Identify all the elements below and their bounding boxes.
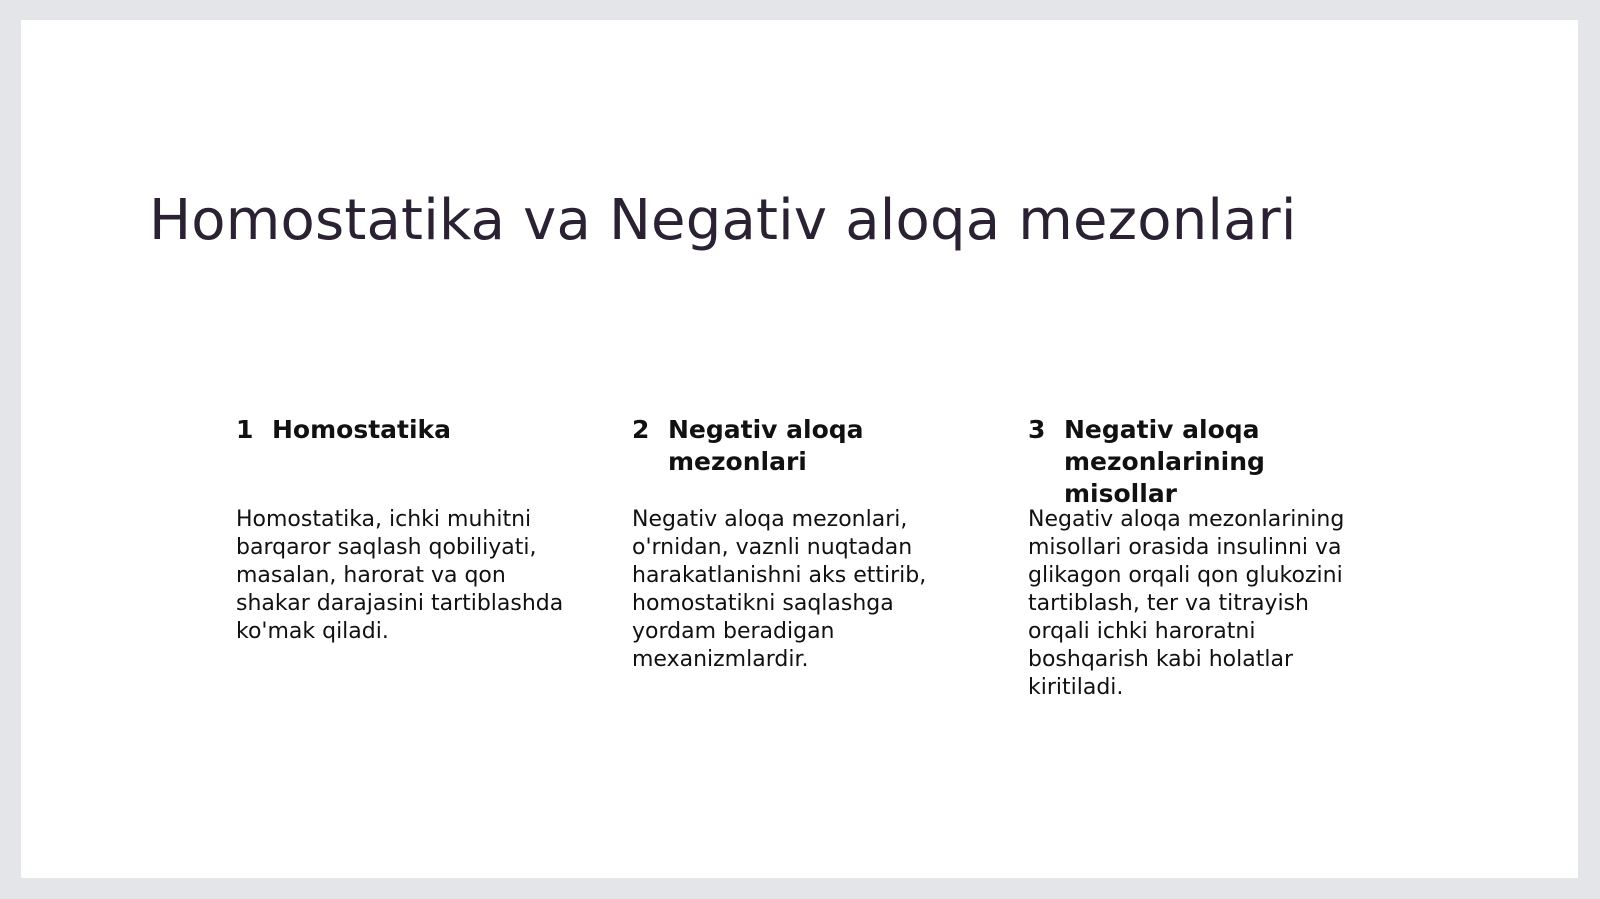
column-body: Negativ aloqa mezonlarining misollari orasida insulinni va glikagon orqali qon glukozini tartiblash, ter va titrayish orqali ichki haroratni boshqarish kabi holatlar kiritiladi.	[1028, 507, 1345, 700]
column-homostatika	[236, 414, 576, 644]
column-header	[236, 414, 576, 494]
column-heading: Homostatika	[272, 415, 452, 444]
column-header	[632, 414, 972, 494]
column-heading: Negativ aloqa mezonlarining misollar	[1064, 415, 1265, 508]
column-number: 2	[632, 415, 650, 444]
column-heading: Negativ aloqa mezonlari	[668, 415, 864, 476]
column-negativ-aloqa-mezonlari	[632, 414, 972, 672]
slide	[21, 20, 1578, 878]
column-number: 3	[1028, 415, 1046, 444]
column-number: 1	[236, 415, 254, 444]
slide-title: Homostatika va Negativ aloqa mezonlari	[149, 188, 1297, 253]
column-misollar	[1028, 414, 1368, 700]
column-body: Negativ aloqa mezonlari, o'rnidan, vaznli nuqtadan harakatlanishni aks ettirib, homostatikni saqlashga yordam beradigan mexanizmlardir.	[632, 507, 927, 672]
column-body: Homostatika, ichki muhitni barqaror saqlash qobiliyati, masalan, harorat va qon shakar darajasini tartiblashda ko'mak qiladi.	[236, 507, 564, 644]
column-header	[1028, 414, 1368, 508]
